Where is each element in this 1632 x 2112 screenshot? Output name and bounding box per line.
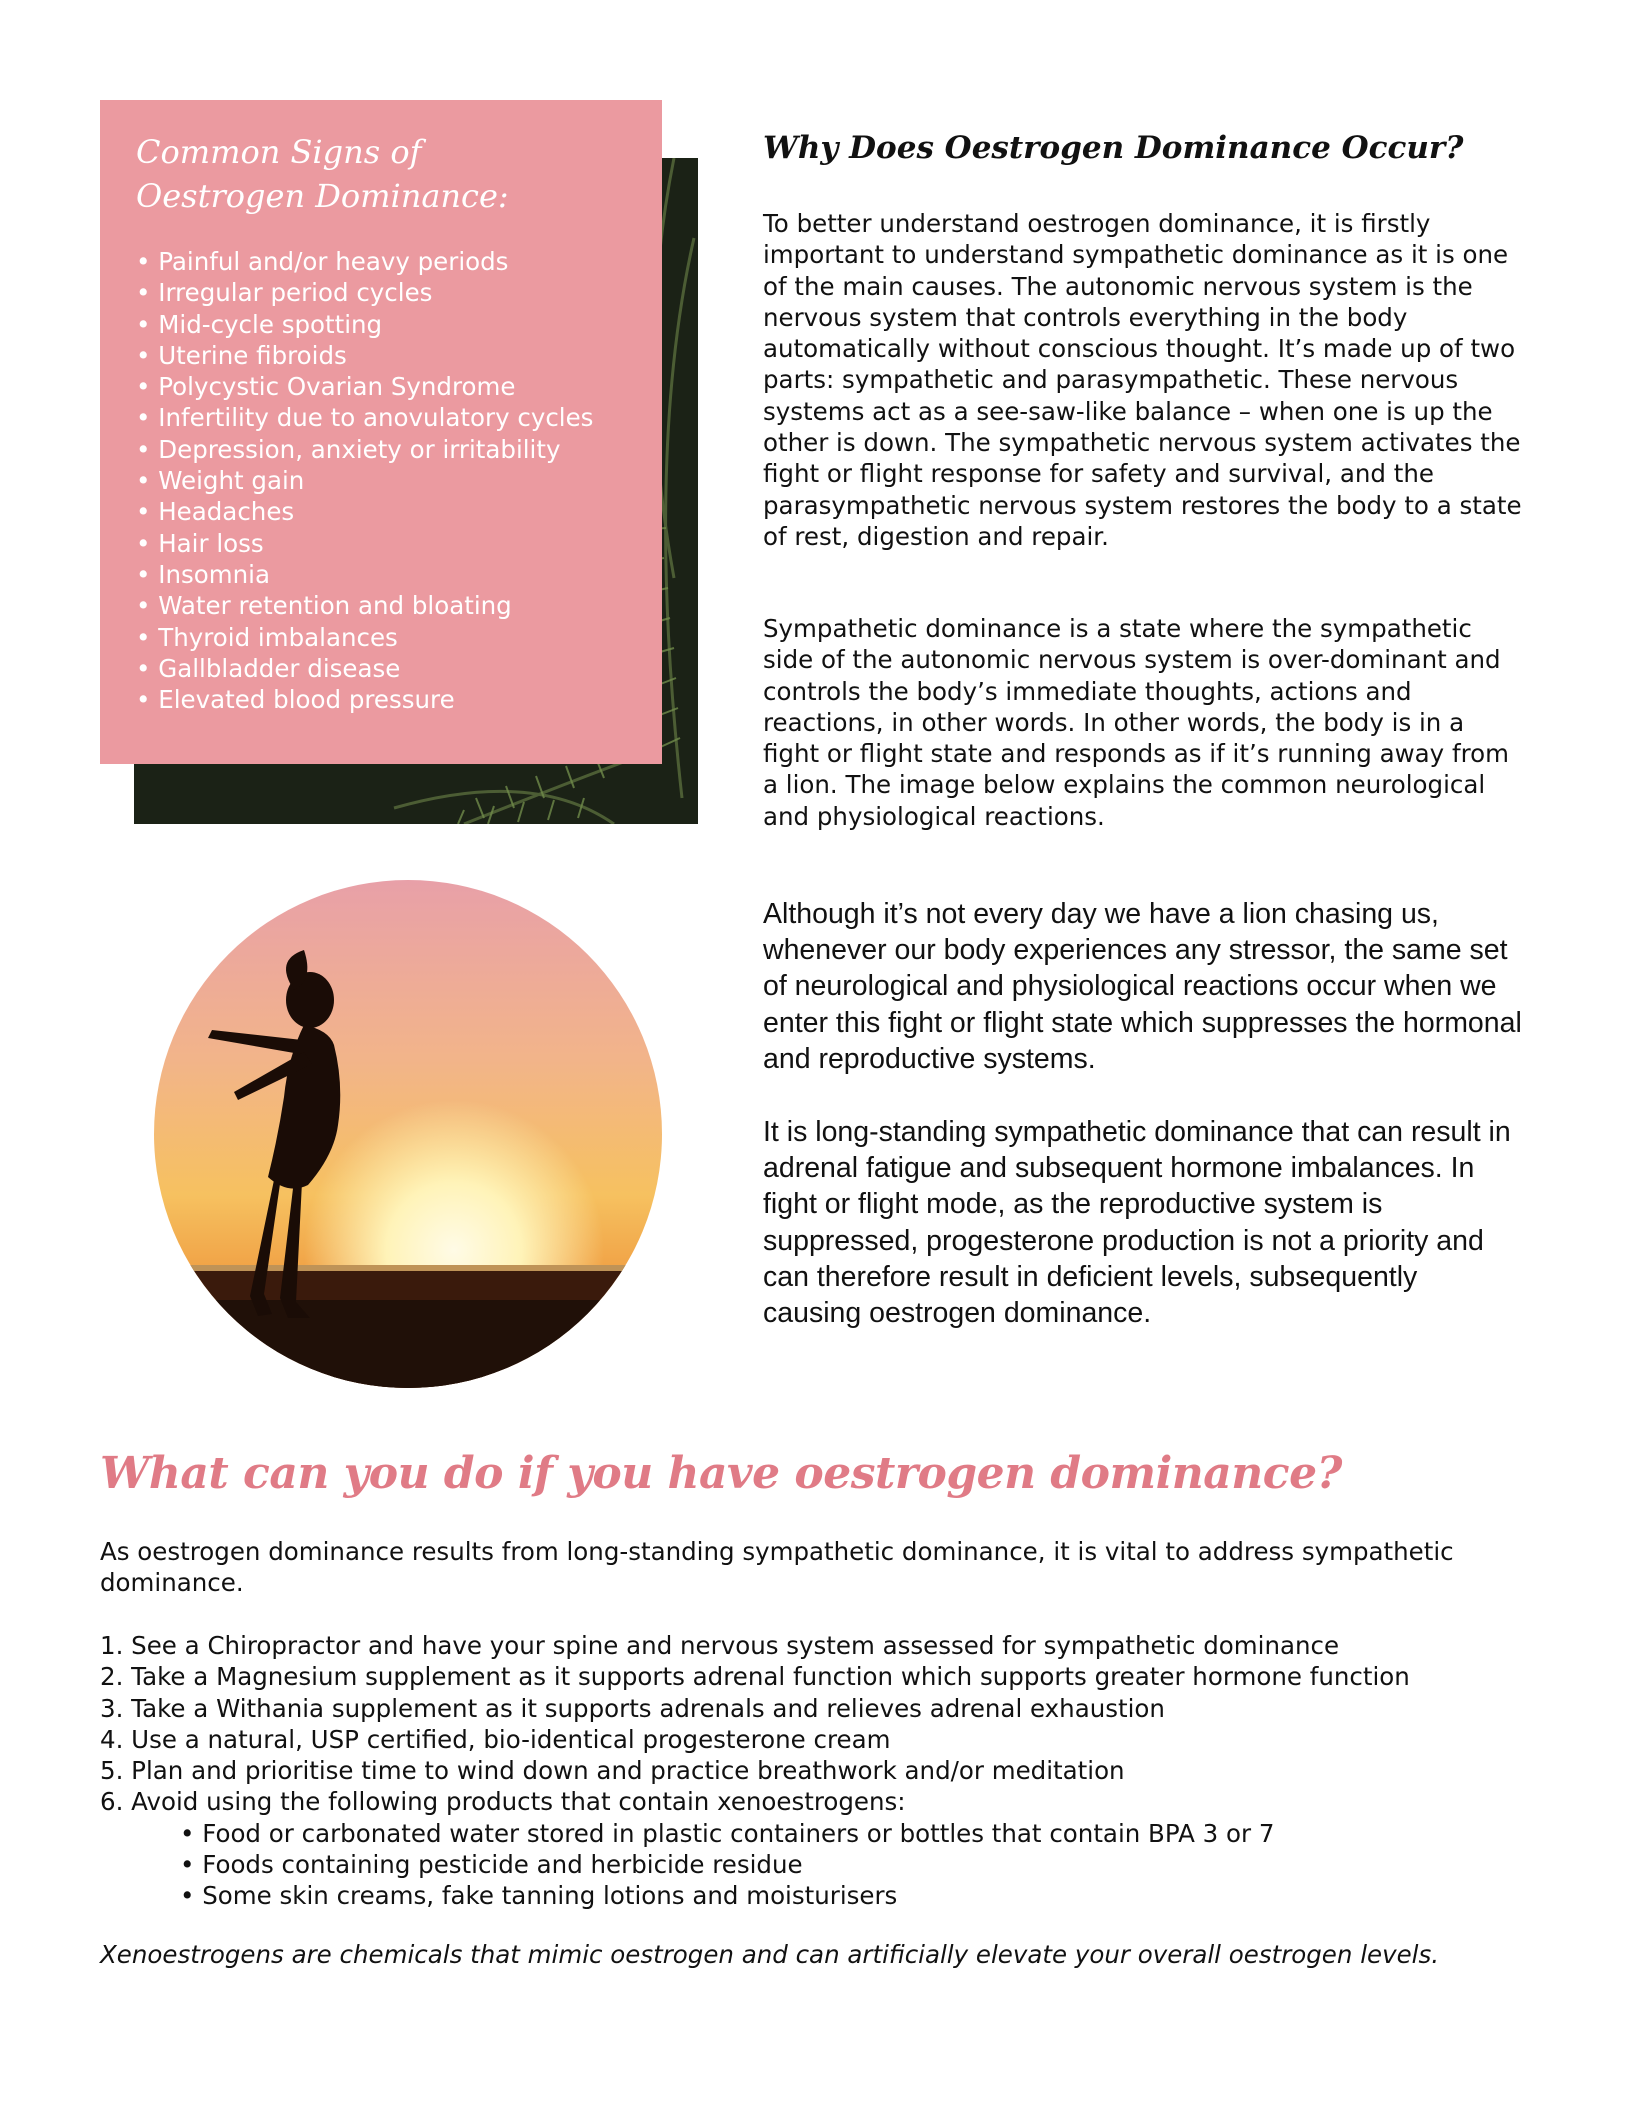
footnote: Xenoestrogens are chemicals that mimic oestrogen and can artificially elevate your overall oestrogen levels. [100, 1940, 1440, 1969]
sign-item: • Painful and/or heavy periods [136, 246, 632, 277]
sign-item: • Elevated blood pressure [136, 684, 632, 715]
sign-item: • Infertility due to anovulatory cycles [136, 402, 632, 433]
sign-item: • Thyroid imbalances [136, 622, 632, 653]
sub-item: • Foods containing pesticide and herbicide residue [180, 1850, 803, 1880]
why-paragraph-1: To better understand oestrogen dominance, it is firstly important to understand sympathetic dominance as it is one of the main causes. The autonomic nervous system is the nervous system that controls everything in the body automatically without conscious thought. It’s made up of two parts: sympathetic and parasympathetic. These nervous systems act as a see-saw-like balance – when one is up the other is down. The sympathetic nervous system activates the fight or flight response for safety and survival, and the parasympathetic nervous system restores the body to a state of rest, digestion and repair. [763, 209, 1522, 551]
sign-item: • Insomnia [136, 559, 632, 590]
sub-item: • Some skin creams, fake tanning lotions and moisturisers [180, 1881, 898, 1911]
signs-list [136, 246, 632, 715]
step-item: 4. Use a natural, USP certified, bio-identical progesterone cream [100, 1724, 891, 1754]
sub-item: • Food or carbonated water stored in plastic containers or bottles that contain BPA 3 or 7 [180, 1818, 1275, 1848]
what-heading: What can you do if you have oestrogen dominance? [100, 1448, 1342, 1499]
what-intro: As oestrogen dominance results from long-standing sympathetic dominance, it is vital to address sympathetic dominance. [100, 1537, 1454, 1598]
sunset-illustration [154, 880, 662, 1388]
sign-item: • Uterine fibroids [136, 340, 632, 371]
sign-item: • Water retention and bloating [136, 590, 632, 621]
why-paragraph-4: It is long-standing sympathetic dominance that can result in adrenal fatigue and subsequent hormone imbalances. In fight or flight mode, as the reproductive system is suppressed, progesterone production is not a priority and can therefore result in deficient levels, subsequently causing oestrogen dominance. [763, 1116, 1511, 1330]
signs-title [136, 130, 632, 218]
step-item: 6. Avoid using the following products that contain xenoestrogens: [100, 1787, 906, 1817]
steps-list [100, 1630, 1410, 1912]
sign-item: • Gallbladder disease [136, 653, 632, 684]
sign-item: • Weight gain [136, 465, 632, 496]
signs-title-line2: Oestrogen Dominance: [136, 177, 509, 215]
step-item: 5. Plan and prioritise time to wind down and practice breathwork and/or meditation [100, 1756, 1125, 1786]
signs-title-line1: Common Signs of [136, 133, 422, 171]
step-item: 1. See a Chiropractor and have your spine and nervous system assessed for sympathetic dominance [100, 1631, 1340, 1660]
sign-item: • Irregular period cycles [136, 277, 632, 308]
sign-item: • Mid-cycle spotting [136, 309, 632, 340]
signs-box [100, 100, 662, 764]
sign-item: • Headaches [136, 496, 632, 527]
sign-item: • Polycystic Ovarian Syndrome [136, 371, 632, 402]
step-item: 2. Take a Magnesium supplement as it supports adrenal function which supports greater hormone function [100, 1662, 1410, 1692]
sign-item: • Hair loss [136, 528, 632, 559]
step-item: 3. Take a Withania supplement as it supports adrenals and relieves adrenal exhaustion [100, 1693, 1165, 1723]
why-paragraph-2: Sympathetic dominance is a state where the sympathetic side of the autonomic nervous system is over-dominant and controls the body’s immediate thoughts, actions and reactions, in other words. In other words, the body is in a fight or flight state and responds as if it’s running away from a lion. The image below explains the common neurological and physiological reactions. [763, 614, 1509, 831]
why-paragraph-3: Although it’s not every day we have a lion chasing us, whenever our body experiences any stressor, the same set of neurological and physiological reactions occur when we enter this fight or flight state which suppresses the hormonal and reproductive systems. [763, 898, 1522, 1075]
why-title: Why Does Oestrogen Dominance Occur? [763, 130, 1464, 166]
sunset-silhouette-image [154, 880, 662, 1388]
sign-item: • Depression, anxiety or irritability [136, 434, 632, 465]
